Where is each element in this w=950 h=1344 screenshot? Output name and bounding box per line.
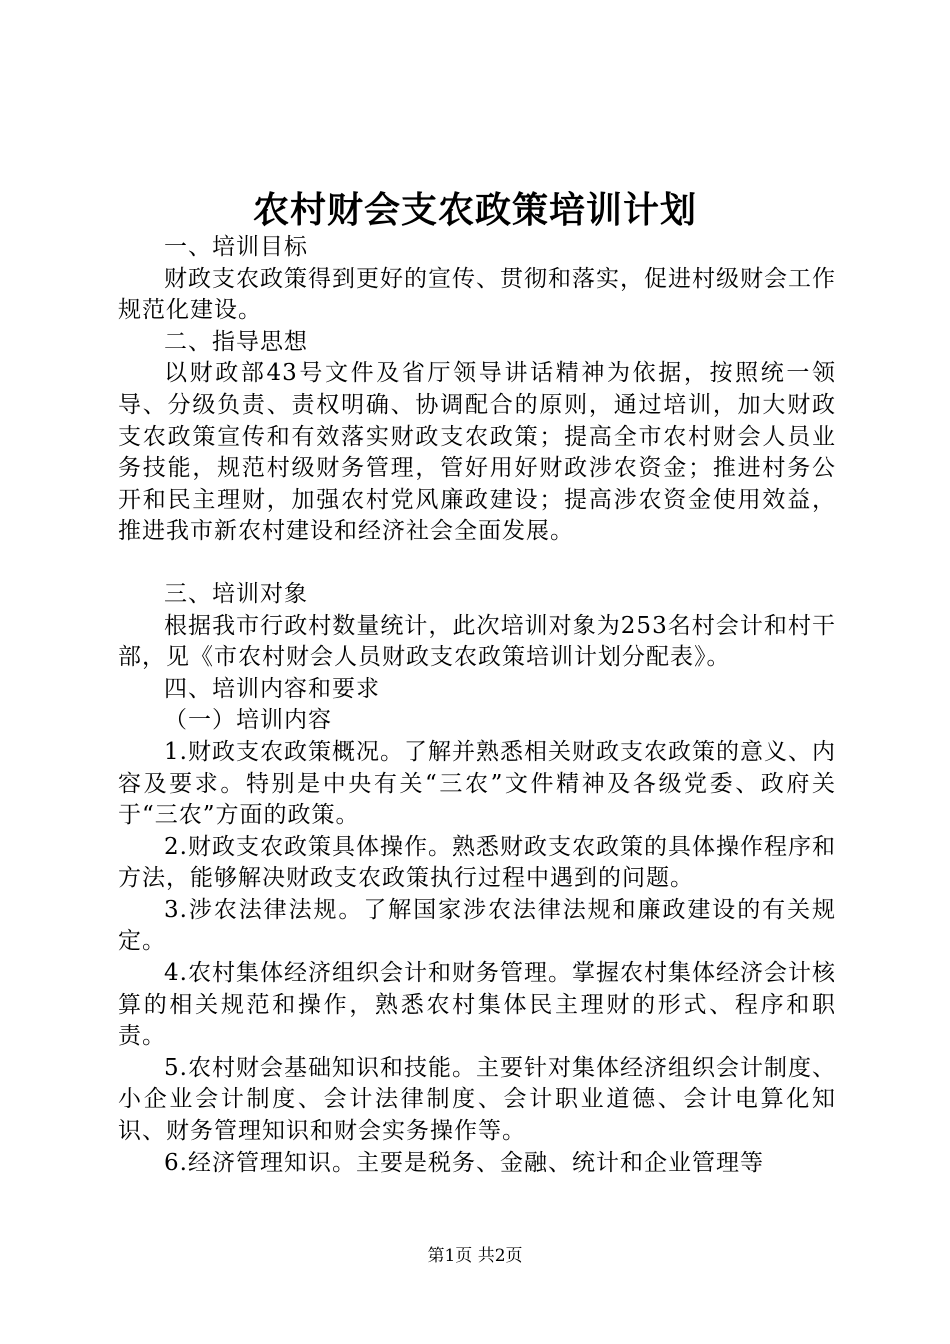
heading-guiding-ideology: 二、指导思想 <box>164 328 308 355</box>
list-item-content-5: 5.农村财会基础知识和技能。主要针对集体经济组织会计制度、小企业会计制度、会计法律制度、会计职业道德、会计电算化知识、财务管理知识和财会实务操作等。 <box>118 1054 836 1145</box>
list-item-content-6: 6.经济管理知识。主要是税务、金融、统计和企业管理等 <box>164 1149 764 1176</box>
paragraph-training-goal: 财政支农政策得到更好的宣传、贯彻和落实，促进村级财会工作规范化建设。 <box>118 265 836 324</box>
paragraph-training-target: 根据我市行政村数量统计，此次培训对象为253名村会计和村干部，见《市农村财会人员财政支农政策培训计划分配表》。 <box>118 612 836 671</box>
list-item-content-3: 3.涉农法律法规。了解国家涉农法律法规和廉政建设的有关规定。 <box>118 896 836 955</box>
list-item-content-4: 4.农村集体经济组织会计和财务管理。掌握农村集体经济会计核算的相关规范和操作，熟悉农村集体民主理财的形式、程序和职责。 <box>118 960 836 1050</box>
document-body <box>118 232 836 1179</box>
list-item-content-2: 2.财政支农政策具体操作。熟悉财政支农政策的具体操作程序和方法，能够解决财政支农政策执行过程中遇到的问题。 <box>118 833 836 892</box>
page-number-footer: 第1页 共2页 <box>427 1246 523 1266</box>
heading-training-target: 三、培训对象 <box>164 580 308 607</box>
subheading-training-content: （一）培训内容 <box>164 707 332 734</box>
document-title: 农村财会支农政策培训计划 <box>252 189 697 231</box>
paragraph-guiding-ideology: 以财政部43号文件及省厅领导讲话精神为依据，按照统一领导、分级负责、责权明确、协调配合的原则，通过培训，加大财政支农政策宣传和有效落实财政支农政策；提高全市农村财会人员业务技能，规范村级财务管理，管好用好财政涉农资金；推进村务公开和民主理财，加强农村党风廉政建设；提高涉农资金使用效益，推进我市新农村建设和经济社会全面发展。 <box>118 360 836 545</box>
heading-content-requirements: 四、培训内容和要求 <box>164 675 380 702</box>
heading-training-goal: 一、培训目标 <box>164 234 308 260</box>
list-item-content-1: 1.财政支农政策概况。了解并熟悉相关财政支农政策的意义、内容及要求。特别是中央有关“三农”文件精神及各级党委、政府关于“三农”方面的政策。 <box>118 738 836 829</box>
